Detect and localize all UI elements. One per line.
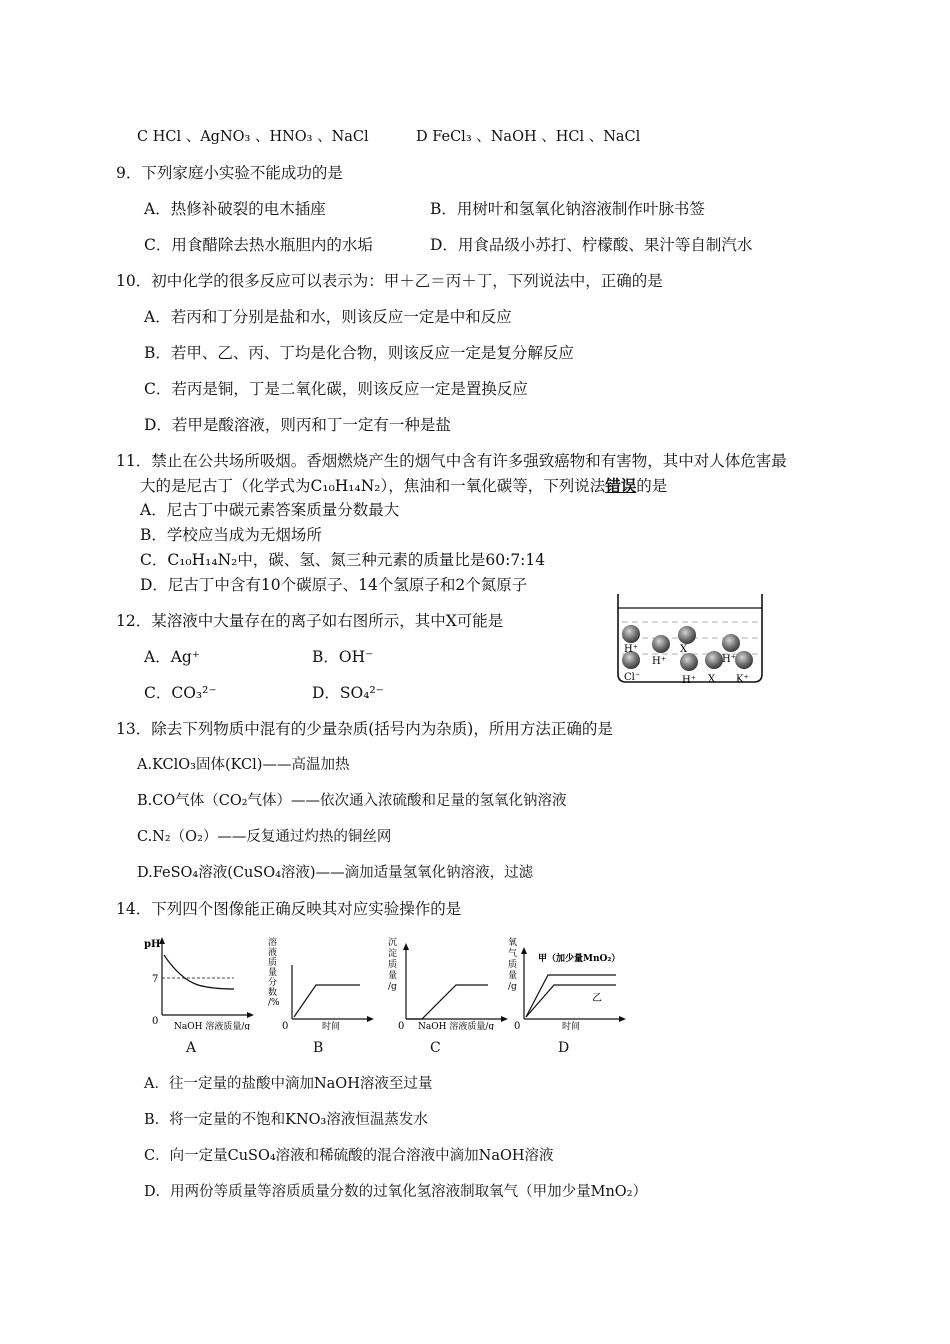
q13-stem: 13．除去下列物质中混有的少量杂质(括号内为杂质)，所用方法正确的是 [116,720,613,738]
q11-stem-line1: 11．禁止在公共场所吸烟。香烟燃烧产生的烟气中含有许多强致癌物和有害物，其中对人体危害最 [116,452,787,470]
curve-c [406,985,488,1019]
graph-d-origin: 0 [514,1021,521,1030]
graph-d-series-jia: 甲（加少量MnO₂） [538,954,621,964]
ion-label: X [708,674,716,685]
graph-d-xlabel: 时间 [562,1022,581,1030]
graph-b-xlabel: 时间 [322,1022,341,1030]
ion-label: H⁺ [624,644,638,655]
graph-c [384,935,514,1030]
q9-stem: 9．下列家庭小实验不能成功的是 [116,164,343,182]
q8-option-d: D FeCl₃ 、NaOH 、HCl 、NaCl [416,129,641,145]
graph-a [138,935,258,1030]
q9-option-a: A．热修补破裂的电木插座 [144,200,326,218]
graph-a-tick: 7 [152,974,159,985]
ion-label: Cl⁻ [624,672,641,683]
curve-d-yi [526,985,616,1017]
graph-a-caption: A [186,1040,197,1056]
q9-option-d: D．用食品级小苏打、柠檬酸、果汁等自制汽水 [430,236,753,254]
curve-b [294,985,360,1017]
q11-emphasis-wrong: 错误 [605,476,637,495]
q8-option-c: C HCl 、AgNO₃ 、HNO₃ 、NaCl [137,129,369,145]
graph-a-ylabel: pH [144,939,161,950]
q9-option-b: B．用树叶和氢氧化钠溶液制作叶脉书签 [430,200,705,218]
q11-stem-line2-start: 大的是尼古丁（化学式为C₁₀H₁₄N₂），焦油和一氧化碳等，下列说法 [140,477,606,495]
q13-option-a: A.KClO₃固体(KCl)——高温加热 [137,757,350,773]
ion-label: K⁺ [736,674,749,685]
q10-option-a: A．若丙和丁分别是盐和水，则该反应一定是中和反应 [144,308,512,326]
ion-label: X [680,644,688,655]
q14-stem: 14．下列四个图像能正确反映其对应实验操作的是 [116,900,462,918]
q12-stem: 12．某溶液中大量存在的离子如右图所示，其中X可能是 [116,612,504,630]
ion-ball [678,626,696,644]
q9-option-c: C．用食醋除去热水瓶胆内的水垢 [144,236,373,254]
graph-d [506,935,632,1030]
q10-stem: 10．初中化学的很多反应可以表示为：甲＋乙＝丙＋丁，下列说法中，正确的是 [116,272,663,290]
q12-option-a: A．Ag⁺ [144,648,200,666]
ion-beaker-figure [614,592,766,686]
q11-option-b: B．学校应当成为无烟场所 [140,526,322,544]
q13-option-b: B.CO气体（CO₂气体）——依次通入浓硫酸和足量的氢氧化钠溶液 [137,793,567,809]
ion-label: H⁺ [652,656,666,667]
graph-d-series-yi: 乙 [592,993,602,1004]
ion-ball [722,634,740,652]
curve-d-jia [526,975,616,1017]
q14-option-a: A．往一定量的盐酸中滴加NaOH溶液至过量 [144,1076,433,1092]
ion-label: H⁺ [722,654,736,665]
q11-option-c: C．C₁₀H₁₄N₂中，碳、氢、氮三种元素的质量比是60:7:14 [140,551,546,569]
q14-option-c: C．向一定量CuSO₄溶液和稀硫酸的混合溶液中滴加NaOH溶液 [144,1148,554,1164]
ion-ball [622,625,640,643]
ion-ball [680,653,698,671]
graph-b-caption: B [313,1040,324,1056]
q12-option-b: B．OH⁻ [312,648,374,666]
q12-option-d: D．SO₄²⁻ [312,684,384,702]
graph-c-origin: 0 [398,1021,405,1030]
q13-option-c: C.N₂（O₂）——反复通过灼热的铜丝网 [137,829,392,845]
ion-ball [705,651,723,669]
graph-c-xlabel: NaOH 溶液质量/g [418,1022,495,1030]
graph-c-ylabel: 沉淀质量/g [388,938,398,992]
q11-stem-line2 [140,476,667,496]
graph-b-ylabel: 溶液质量分数/% [268,938,280,1008]
graph-d-ylabel: 氧气质量/g [508,938,518,992]
q11-option-d: D．尼古丁中含有10个碳原子、14个氢原子和2个氮原子 [140,576,528,594]
q11-option-a: A．尼古丁中碳元素答案质量分数最大 [140,501,400,519]
graph-c-caption: C [430,1040,441,1056]
ion-ball [652,635,670,653]
graph-d-caption: D [558,1040,570,1056]
curve-a [164,955,234,989]
q13-option-d: D.FeSO₄溶液(CuSO₄溶液)——滴加适量氢氧化钠溶液，过滤 [137,865,534,881]
q14-option-b: B．将一定量的不饱和KNO₃溶液恒温蒸发水 [144,1112,428,1128]
q10-option-c: C．若丙是铜，丁是二氧化碳，则该反应一定是置换反应 [144,380,528,398]
graph-a-xlabel: NaOH 溶液质量/g [174,1022,251,1030]
q10-option-b: B．若甲、乙、丙、丁均是化合物，则该反应一定是复分解反应 [144,344,574,362]
q10-option-d: D．若甲是酸溶液，则丙和丁一定有一种是盐 [144,416,451,434]
q12-option-c: C．CO₃²⁻ [144,684,217,702]
graph-b [266,935,378,1030]
ion-ball [735,651,753,669]
ion-label: H⁺ [682,675,696,686]
graph-b-origin: 0 [282,1021,289,1030]
q14-option-d: D．用两份等质量等溶质质量分数的过氧化氢溶液制取氧气（甲加少量MnO₂） [144,1184,648,1200]
graph-a-origin: 0 [152,1016,159,1027]
q11-stem-line2-end: 的是 [636,477,668,495]
